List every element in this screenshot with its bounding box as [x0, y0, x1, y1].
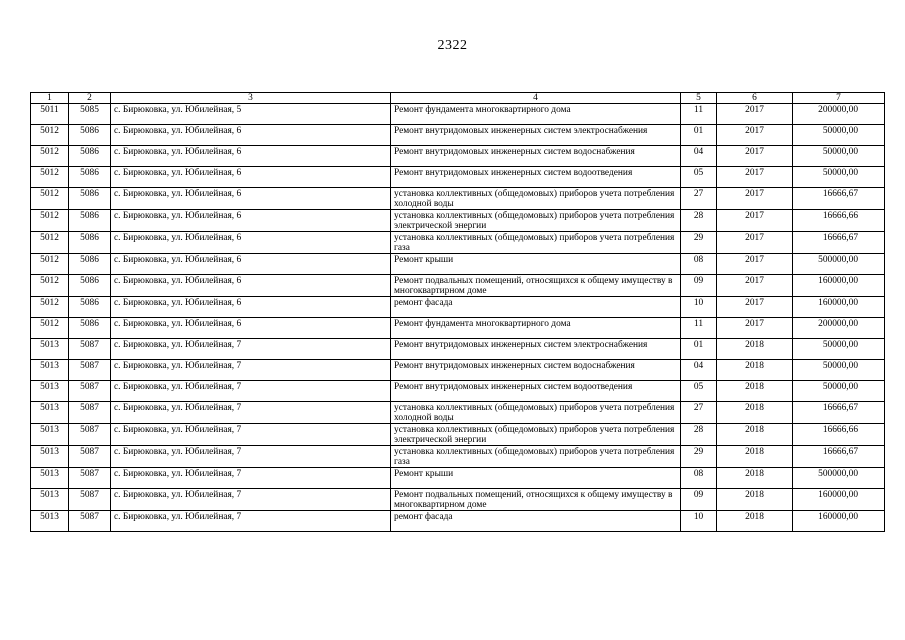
work-type-cell: Ремонт фундамента многоквартирного дома — [391, 318, 681, 339]
table-row — [31, 424, 885, 446]
work-type-cell: установка коллективных (общедомовых) приборов учета потребления холодной воды — [391, 402, 681, 424]
table-row — [31, 104, 885, 125]
column-header-4: 4 — [391, 93, 681, 104]
work-code-cell: 08 — [681, 254, 717, 275]
work-type-cell: Ремонт внутридомовых инженерных систем водоснабжения — [391, 360, 681, 381]
row-id-cell: 5011 — [31, 104, 69, 125]
amount-cell: 160000,00 — [793, 275, 885, 297]
year-cell: 2017 — [717, 104, 793, 125]
house-id-cell: 5087 — [69, 402, 111, 424]
house-id-cell: 5086 — [69, 146, 111, 167]
row-id-cell: 5013 — [31, 339, 69, 360]
row-id-cell: 5012 — [31, 318, 69, 339]
table-row — [31, 232, 885, 254]
year-cell: 2018 — [717, 468, 793, 489]
work-type-cell: Ремонт внутридомовых инженерных систем электроснабжения — [391, 125, 681, 146]
house-id-cell: 5087 — [69, 468, 111, 489]
work-type-cell: установка коллективных (общедомовых) приборов учета потребления газа — [391, 232, 681, 254]
year-cell: 2017 — [717, 146, 793, 167]
address-cell: с. Бирюковка, ул. Юбилейная, 7 — [111, 402, 391, 424]
work-code-cell: 27 — [681, 188, 717, 210]
work-code-cell: 09 — [681, 275, 717, 297]
table-row — [31, 275, 885, 297]
house-id-cell: 5086 — [69, 232, 111, 254]
amount-cell: 16666,67 — [793, 446, 885, 468]
table-row — [31, 188, 885, 210]
house-id-cell: 5086 — [69, 254, 111, 275]
year-cell: 2018 — [717, 402, 793, 424]
address-cell: с. Бирюковка, ул. Юбилейная, 6 — [111, 275, 391, 297]
address-cell: с. Бирюковка, ул. Юбилейная, 6 — [111, 210, 391, 232]
table-row — [31, 146, 885, 167]
address-cell: с. Бирюковка, ул. Юбилейная, 7 — [111, 381, 391, 402]
address-cell: с. Бирюковка, ул. Юбилейная, 7 — [111, 339, 391, 360]
work-code-cell: 11 — [681, 318, 717, 339]
work-code-cell: 04 — [681, 360, 717, 381]
year-cell: 2018 — [717, 339, 793, 360]
work-type-cell: Ремонт подвальных помещений, относящихся к общему имуществу в многоквартирном доме — [391, 489, 681, 511]
row-id-cell: 5012 — [31, 210, 69, 232]
table-row — [31, 381, 885, 402]
work-code-cell: 28 — [681, 424, 717, 446]
amount-cell: 16666,66 — [793, 210, 885, 232]
amount-cell: 200000,00 — [793, 318, 885, 339]
year-cell: 2018 — [717, 360, 793, 381]
amount-cell: 16666,67 — [793, 232, 885, 254]
work-type-cell: установка коллективных (общедомовых) приборов учета потребления электрической энергии — [391, 210, 681, 232]
address-cell: с. Бирюковка, ул. Юбилейная, 6 — [111, 188, 391, 210]
work-code-cell: 10 — [681, 511, 717, 532]
year-cell: 2018 — [717, 424, 793, 446]
header-row — [31, 93, 885, 104]
table-row — [31, 167, 885, 188]
amount-cell: 50000,00 — [793, 381, 885, 402]
table-row — [31, 468, 885, 489]
work-type-cell: Ремонт внутридомовых инженерных систем водоснабжения — [391, 146, 681, 167]
address-cell: с. Бирюковка, ул. Юбилейная, 6 — [111, 297, 391, 318]
row-id-cell: 5012 — [31, 167, 69, 188]
work-type-cell: установка коллективных (общедомовых) приборов учета потребления холодной воды — [391, 188, 681, 210]
work-type-cell: установка коллективных (общедомовых) приборов учета потребления электрической энергии — [391, 424, 681, 446]
year-cell: 2017 — [717, 125, 793, 146]
house-id-cell: 5086 — [69, 188, 111, 210]
year-cell: 2017 — [717, 275, 793, 297]
work-code-cell: 29 — [681, 232, 717, 254]
row-id-cell: 5013 — [31, 424, 69, 446]
address-cell: с. Бирюковка, ул. Юбилейная, 7 — [111, 511, 391, 532]
table-body — [31, 93, 885, 532]
amount-cell: 500000,00 — [793, 468, 885, 489]
amount-cell: 160000,00 — [793, 297, 885, 318]
table-row — [31, 489, 885, 511]
work-type-cell: Ремонт подвальных помещений, относящихся к общему имуществу в многоквартирном доме — [391, 275, 681, 297]
table-row — [31, 402, 885, 424]
table-row — [31, 360, 885, 381]
work-type-cell: установка коллективных (общедомовых) приборов учета потребления газа — [391, 446, 681, 468]
column-header-7: 7 — [793, 93, 885, 104]
work-type-cell: Ремонт крыши — [391, 254, 681, 275]
amount-cell: 50000,00 — [793, 339, 885, 360]
house-id-cell: 5086 — [69, 125, 111, 146]
year-cell: 2017 — [717, 297, 793, 318]
row-id-cell: 5013 — [31, 360, 69, 381]
column-header-5: 5 — [681, 93, 717, 104]
year-cell: 2018 — [717, 381, 793, 402]
page-number: 2322 — [437, 38, 468, 53]
house-id-cell: 5086 — [69, 318, 111, 339]
house-id-cell: 5086 — [69, 210, 111, 232]
year-cell: 2018 — [717, 489, 793, 511]
work-code-cell: 09 — [681, 489, 717, 511]
address-cell: с. Бирюковка, ул. Юбилейная, 6 — [111, 254, 391, 275]
work-type-cell: Ремонт крыши — [391, 468, 681, 489]
work-code-cell: 29 — [681, 446, 717, 468]
table-row — [31, 446, 885, 468]
table-row — [31, 297, 885, 318]
work-code-cell: 27 — [681, 402, 717, 424]
column-header-2: 2 — [69, 93, 111, 104]
year-cell: 2017 — [717, 254, 793, 275]
row-id-cell: 5012 — [31, 232, 69, 254]
table-row — [31, 318, 885, 339]
amount-cell: 16666,66 — [793, 424, 885, 446]
table-row — [31, 339, 885, 360]
work-code-cell: 28 — [681, 210, 717, 232]
table-row — [31, 125, 885, 146]
year-cell: 2017 — [717, 318, 793, 339]
house-id-cell: 5086 — [69, 275, 111, 297]
table-row — [31, 511, 885, 532]
work-code-cell: 01 — [681, 125, 717, 146]
year-cell: 2017 — [717, 167, 793, 188]
address-cell: с. Бирюковка, ул. Юбилейная, 5 — [111, 104, 391, 125]
address-cell: с. Бирюковка, ул. Юбилейная, 7 — [111, 446, 391, 468]
address-cell: с. Бирюковка, ул. Юбилейная, 6 — [111, 232, 391, 254]
work-code-cell: 05 — [681, 381, 717, 402]
house-id-cell: 5087 — [69, 511, 111, 532]
year-cell: 2017 — [717, 210, 793, 232]
house-id-cell: 5087 — [69, 489, 111, 511]
amount-cell: 50000,00 — [793, 125, 885, 146]
address-cell: с. Бирюковка, ул. Юбилейная, 6 — [111, 167, 391, 188]
work-code-cell: 05 — [681, 167, 717, 188]
house-id-cell: 5086 — [69, 297, 111, 318]
year-cell: 2017 — [717, 188, 793, 210]
row-id-cell: 5013 — [31, 446, 69, 468]
column-header-3: 3 — [111, 93, 391, 104]
house-id-cell: 5087 — [69, 339, 111, 360]
row-id-cell: 5012 — [31, 297, 69, 318]
address-cell: с. Бирюковка, ул. Юбилейная, 6 — [111, 146, 391, 167]
row-id-cell: 5013 — [31, 511, 69, 532]
column-header-1: 1 — [31, 93, 69, 104]
work-code-cell: 10 — [681, 297, 717, 318]
work-type-cell: ремонт фасада — [391, 511, 681, 532]
row-id-cell: 5012 — [31, 146, 69, 167]
register-table — [30, 92, 885, 532]
address-cell: с. Бирюковка, ул. Юбилейная, 7 — [111, 468, 391, 489]
work-code-cell: 08 — [681, 468, 717, 489]
house-id-cell: 5087 — [69, 381, 111, 402]
work-code-cell: 01 — [681, 339, 717, 360]
column-header-6: 6 — [717, 93, 793, 104]
work-type-cell: Ремонт внутридомовых инженерных систем водоотведения — [391, 381, 681, 402]
address-cell: с. Бирюковка, ул. Юбилейная, 7 — [111, 489, 391, 511]
year-cell: 2018 — [717, 511, 793, 532]
work-code-cell: 04 — [681, 146, 717, 167]
row-id-cell: 5013 — [31, 402, 69, 424]
amount-cell: 160000,00 — [793, 511, 885, 532]
amount-cell: 160000,00 — [793, 489, 885, 511]
table-row — [31, 210, 885, 232]
address-cell: с. Бирюковка, ул. Юбилейная, 6 — [111, 318, 391, 339]
amount-cell: 500000,00 — [793, 254, 885, 275]
year-cell: 2017 — [717, 232, 793, 254]
row-id-cell: 5013 — [31, 381, 69, 402]
table-row — [31, 254, 885, 275]
work-type-cell: Ремонт внутридомовых инженерных систем водоотведения — [391, 167, 681, 188]
house-id-cell: 5087 — [69, 424, 111, 446]
row-id-cell: 5013 — [31, 489, 69, 511]
address-cell: с. Бирюковка, ул. Юбилейная, 6 — [111, 125, 391, 146]
address-cell: с. Бирюковка, ул. Юбилейная, 7 — [111, 424, 391, 446]
row-id-cell: 5013 — [31, 468, 69, 489]
work-type-cell: Ремонт фундамента многоквартирного дома — [391, 104, 681, 125]
row-id-cell: 5012 — [31, 275, 69, 297]
work-code-cell: 11 — [681, 104, 717, 125]
house-id-cell: 5086 — [69, 167, 111, 188]
amount-cell: 50000,00 — [793, 360, 885, 381]
amount-cell: 50000,00 — [793, 167, 885, 188]
amount-cell: 16666,67 — [793, 188, 885, 210]
row-id-cell: 5012 — [31, 254, 69, 275]
year-cell: 2018 — [717, 446, 793, 468]
work-type-cell: Ремонт внутридомовых инженерных систем электроснабжения — [391, 339, 681, 360]
address-cell: с. Бирюковка, ул. Юбилейная, 7 — [111, 360, 391, 381]
house-id-cell: 5087 — [69, 446, 111, 468]
house-id-cell: 5085 — [69, 104, 111, 125]
house-id-cell: 5087 — [69, 360, 111, 381]
work-type-cell: ремонт фасада — [391, 297, 681, 318]
row-id-cell: 5012 — [31, 188, 69, 210]
row-id-cell: 5012 — [31, 125, 69, 146]
amount-cell: 50000,00 — [793, 146, 885, 167]
amount-cell: 16666,67 — [793, 402, 885, 424]
amount-cell: 200000,00 — [793, 104, 885, 125]
